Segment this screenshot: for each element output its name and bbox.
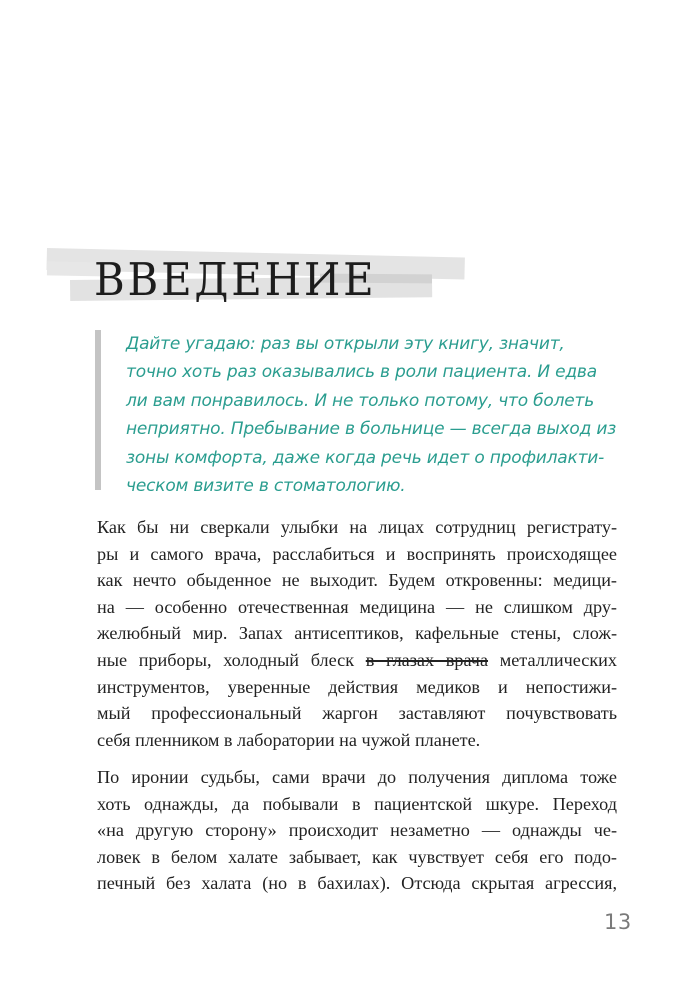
epigraph-line: неприятно. Пребывание в больнице — всегда выход из <box>126 419 617 440</box>
epigraph-line: ческом визите в стоматологию. <box>126 476 406 497</box>
text-segment: металлических <box>488 649 617 670</box>
text-line: на — особенно отечественная медицина — не слишком дру- <box>97 596 617 617</box>
struck-text: в глазах врача <box>365 649 489 670</box>
text-line: «на другую сторону» происходит незаметно — однажды че- <box>97 820 617 841</box>
epigraph <box>126 330 626 500</box>
epigraph-bar <box>95 330 101 490</box>
text-line: ры и самого врача, расслабиться и воспринять происходящее <box>97 543 617 564</box>
text-line: себя пленником в лаборатории на чужой планете. <box>97 729 481 750</box>
text-line: хоть однажды, да побывали в пациентской шкуре. Переход <box>97 793 617 814</box>
text-line: как нечто обыденное не выходит. Будем откровенны: медици- <box>97 570 617 591</box>
epigraph-line: точно хоть раз оказывались в роли пациента. И едва <box>126 362 597 383</box>
text-line: мый профессиональный жаргон заставляют почувствовать <box>97 703 617 724</box>
epigraph-line: ли вам понравилось. И не только потому, что болеть <box>126 390 595 411</box>
epigraph-line: зоны комфорта, даже когда речь идет о профилакти- <box>126 447 605 468</box>
text-line: печный без халата (но в бахилах). Отсюда скрытая агрессия, <box>97 873 617 894</box>
text-line: инструментов, уверенные действия медиков и непостижи- <box>97 676 617 697</box>
epigraph-line: Дайте угадаю: раз вы открыли эту книгу, значит, <box>126 334 565 354</box>
text-line <box>97 647 617 674</box>
text-segment: ные приборы, холодный блеск <box>97 649 366 670</box>
text-line: Как бы ни сверкали улыбки на лицах сотрудниц регистрату- <box>97 517 617 537</box>
chapter-title: ВВЕДЕНИЕ <box>94 253 377 306</box>
text-line: желюбный мир. Запах антисептиков, кафельные стены, слож- <box>97 623 617 644</box>
body-paragraph <box>97 764 617 897</box>
page-number: 13 <box>604 910 632 934</box>
text-line: ловек в белом халате забывает, как чувствует себя его подо- <box>97 846 617 867</box>
body-paragraph <box>97 514 617 753</box>
text-line: По иронии судьбы, сами врачи до получения диплома тоже <box>97 767 617 787</box>
